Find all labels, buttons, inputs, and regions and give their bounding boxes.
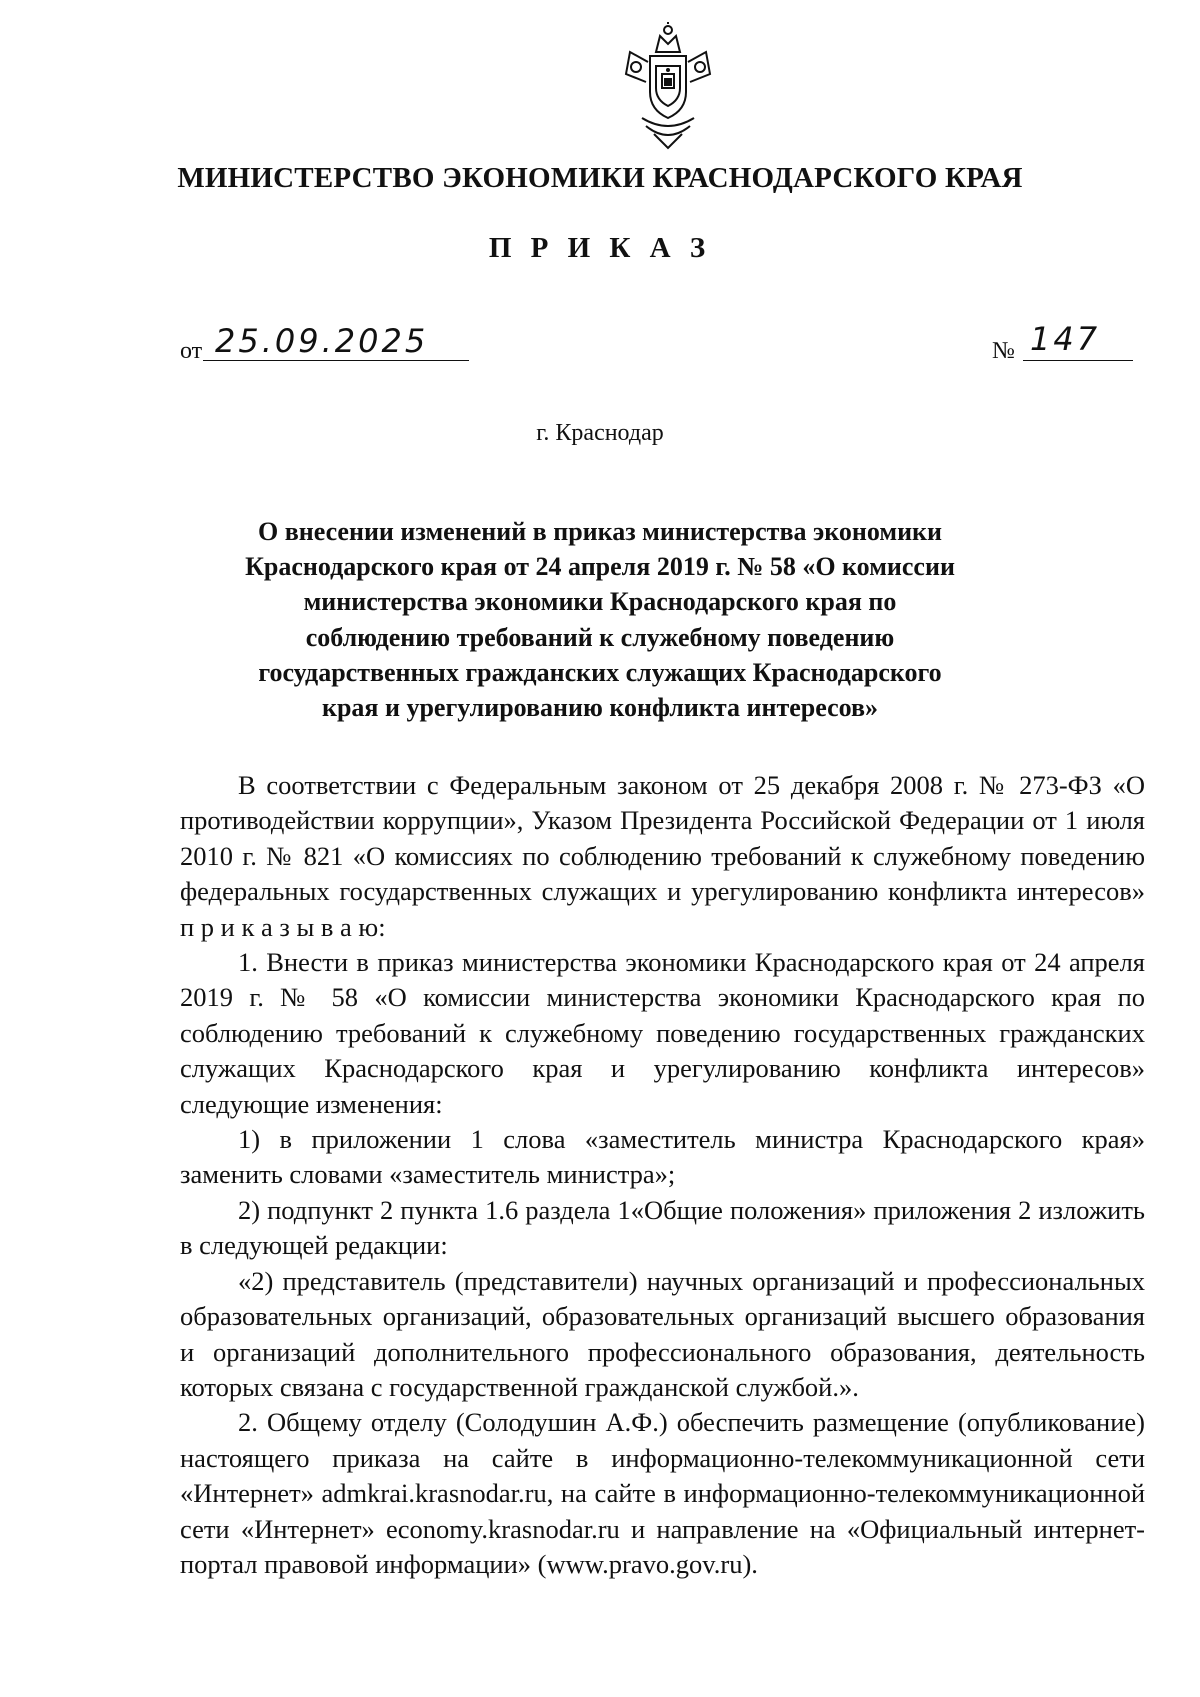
order-title: П Р И К А З	[488, 232, 712, 264]
date-label: от	[180, 338, 203, 364]
number-value: 147	[1030, 320, 1101, 358]
paragraph-preamble: В соответствии с Федеральным законом от 25 декабря 2008 г. № 273-ФЗ «О противодействии коррупции», Указом Президента Российской Федерации от 1 июля 2010 г. № 821 «О комиссиях по соблюдению требований к служебному поведению федеральных государственных служащих и урегулированию конфликта интересов» п р и к а з ы в а ю:	[180, 770, 1145, 942]
paragraph-subitem-1: 1) в приложении 1 слова «заместитель министра Краснодарского края» заменить словами «заместитель министра»;	[180, 1124, 1145, 1190]
date-underline	[203, 360, 469, 361]
number-label: №	[992, 338, 1015, 364]
paragraph-subitem-2: 2) подпункт 2 пункта 1.6 раздела 1«Общие положения» приложения 2 изложить в следующей редакции:	[180, 1194, 1145, 1261]
date-number-row	[0, 318, 1200, 362]
order-subject: О внесении изменений в приказ министерства экономики Краснодарского края от 24 апреля 2019 г. № 58 «О комиссии министерства экономики Краснодарского края по соблюдению требований к служебному поведению государственных гражданских служащих Краснодарского края и урегулированию конфликта интересов»	[245, 517, 955, 723]
paragraph-quote: «2) представитель (представители) научных организаций и профессиональных образовательных организаций, образовательных организаций высшего образования и организаций дополнительного профессионального образования, деятельность которых связана с государственной гражданской службой.».	[180, 1265, 1145, 1402]
date-value: 25.09.2025	[215, 322, 429, 360]
paragraph-item-2: 2. Общему отделу (Солодушин А.Ф.) обеспечить размещение (опубликование) настоящего приказа на сайте в информационно-телекоммуникационной сети «Интернет» admkrai.krasnodar.ru, на сайте в информационно-телекоммуникационной сети «Интернет» economy.krasnodar.ru и направление на «Официальный интернет-портал правовой информации» (www.pravo.gov.ru).	[180, 1407, 1145, 1579]
ministry-name: МИНИСТЕРСТВО ЭКОНОМИКИ КРАСНОДАРСКОГО КРАЯ	[177, 162, 1023, 194]
order-body	[180, 768, 1145, 1582]
coat-of-arms-icon	[620, 22, 716, 152]
city: г. Краснодар	[536, 420, 664, 446]
paragraph-item-1: 1. Внести в приказ министерства экономики Краснодарского края от 24 апреля 2019 г. № 58 «О комиссии министерства экономики Краснодарского края по соблюдению требований к служебному поведению государственных гражданских служащих Краснодарского края и урегулированию конфликта интересов» следующие изменения:	[180, 947, 1145, 1119]
number-underline	[1023, 360, 1133, 361]
